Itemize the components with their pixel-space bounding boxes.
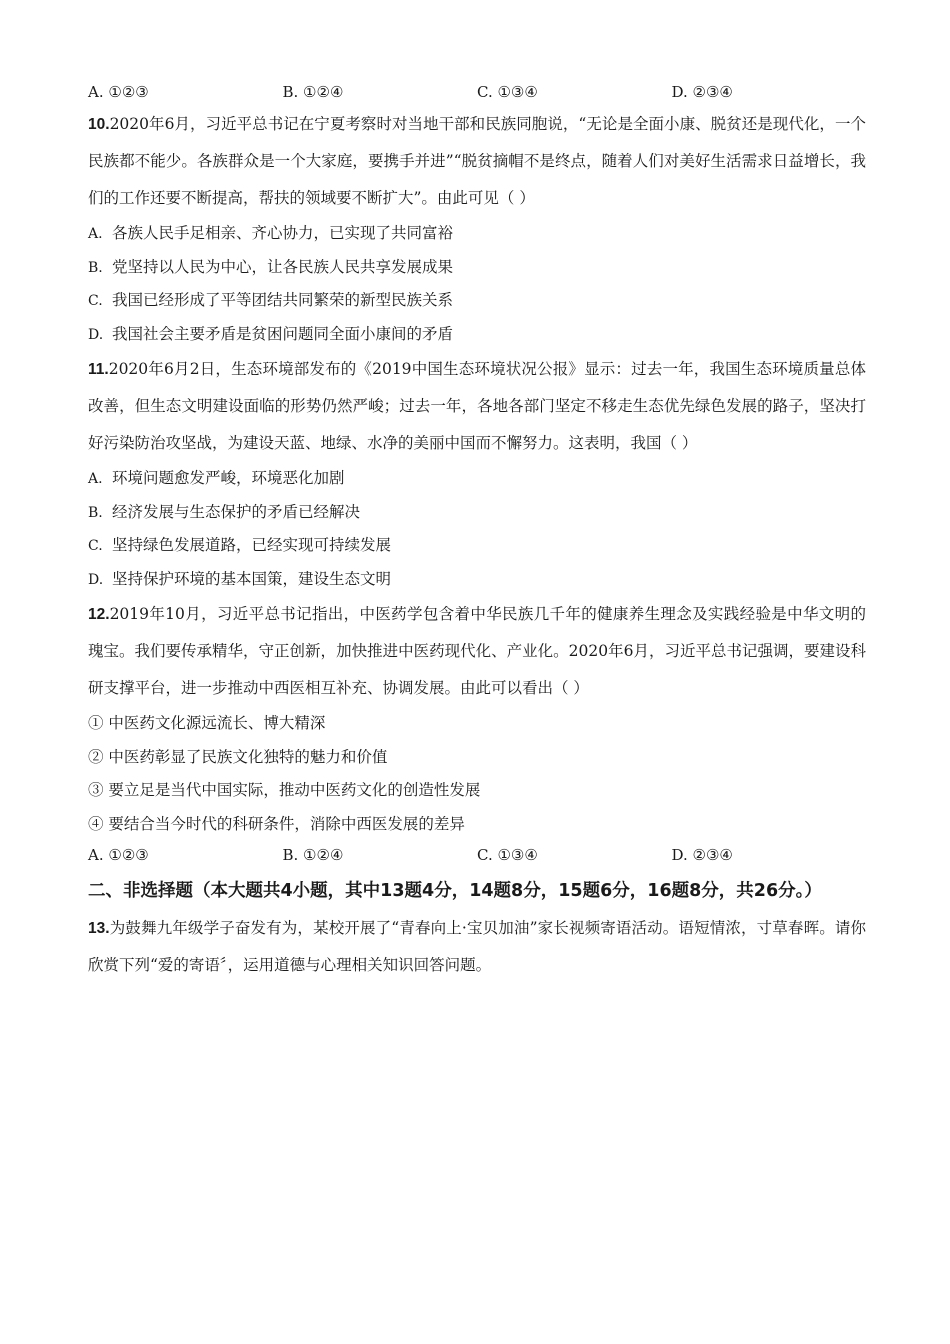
q9-option-b: B. ①②④ (282, 83, 344, 101)
question-12-stem (88, 596, 866, 707)
exam-page (88, 78, 866, 984)
question-11-choice-a: A. 环境问题愈发严峻，环境恶化加剧 (88, 469, 345, 487)
question-10-number: 10. (88, 116, 110, 133)
q12-options (88, 841, 866, 869)
question-11-stem (88, 351, 866, 462)
q9-option-c: C. ①③④ (477, 83, 538, 101)
question-10-text: 2020年6月，习近平总书记在宁夏考察时对当地干部和民族同胞说，“无论是全面小康、脱贫还是现代化，一个民族都不能少。各族群众是一个大家庭，要携手并进”“脱贫摘帽不是终点，随着人们对美好生活需求日益增长，我们的工作还要不断提高，帮扶的领域要不断扩大”。由此可见（ ） (88, 115, 866, 207)
question-10-choice-c: C. 我国已经形成了平等团结共同繁荣的新型民族关系 (88, 291, 454, 309)
question-12-number: 12. (88, 606, 110, 623)
q9-option-a: A. ①②③ (88, 83, 149, 101)
q12-option-b: B. ①②④ (282, 846, 344, 864)
q12-option-a: A. ①②③ (88, 846, 149, 864)
question-10-stem (88, 106, 866, 217)
q12-option-d: D. ②③④ (671, 846, 733, 864)
question-12-statement-1: ① 中医药文化源远流长、博大精深 (88, 714, 326, 732)
q9-option-d: D. ②③④ (671, 83, 733, 101)
question-12-statement-2: ② 中医药彰显了民族文化独特的魅力和价值 (88, 747, 388, 766)
question-11-choice-c: C. 坚持绿色发展道路，已经实现可持续发展 (88, 536, 392, 554)
question-12-statement-3: ③ 要立足是当代中国实际，推动中医药文化的创造性发展 (88, 781, 481, 799)
question-13-number: 13. (88, 920, 110, 937)
q12-option-c: C. ①③④ (477, 846, 538, 864)
question-11-choice-d: D. 坚持保护环境的基本国策，建设生态文明 (88, 569, 392, 588)
question-10-choice-b: B. 党坚持以人民为中心，让各民族人民共享发展成果 (88, 257, 454, 276)
question-12-text: 2019年10月，习近平总书记指出，中医药学包含着中华民族几千年的健康养生理念及实践经验是中华文明的瑰宝。我们要传承精华，守正创新，加快推进中医药现代化、产业化。2020年6月，习近平总书记强调，要建设科研支撑平台，进一步推动中西医相互补充、协调发展。由此可以看出（ ） (88, 605, 866, 697)
section-2-heading: 二、非选择题（本大题共4小题，其中13题4分，14题8分，15题6分，16题8分，共26分。） (88, 881, 822, 901)
question-11-number: 11. (88, 361, 109, 378)
question-11-choice-b: B. 经济发展与生态保护的矛盾已经解决 (88, 502, 361, 521)
question-11-text: 2020年6月2日，生态环境部发布的《2019中国生态环境状况公报》显示：过去一年，我国生态环境质量总体改善，但生态文明建设面临的形势仍然严峻；过去一年，各地各部门坚定不移走生态优先绿色发展的路子，坚决打好污染防治攻坚战，为建设天蓝、地绿、水净的美丽中国而不懈努力。这表明，我国（ ） (88, 360, 866, 452)
question-10-choice-d: D. 我国社会主要矛盾是贫困问题同全面小康间的矛盾 (88, 324, 454, 343)
q9-options (88, 78, 866, 106)
question-10-choice-a: A. 各族人民手足相亲、齐心协力，已实现了共同富裕 (88, 224, 454, 242)
question-13-text: 为鼓舞九年级学子奋发有为，某校开展了“青春向上·宝贝加油”家长视频寄语活动。语短情浓，寸草春晖。请你欣赏下列“爱的寄语〞，运用道德与心理相关知识回答问题。 (88, 919, 866, 974)
question-13-stem (88, 910, 866, 984)
question-12-statement-4: ④ 要结合当今时代的科研条件，消除中西医发展的差异 (88, 814, 465, 833)
